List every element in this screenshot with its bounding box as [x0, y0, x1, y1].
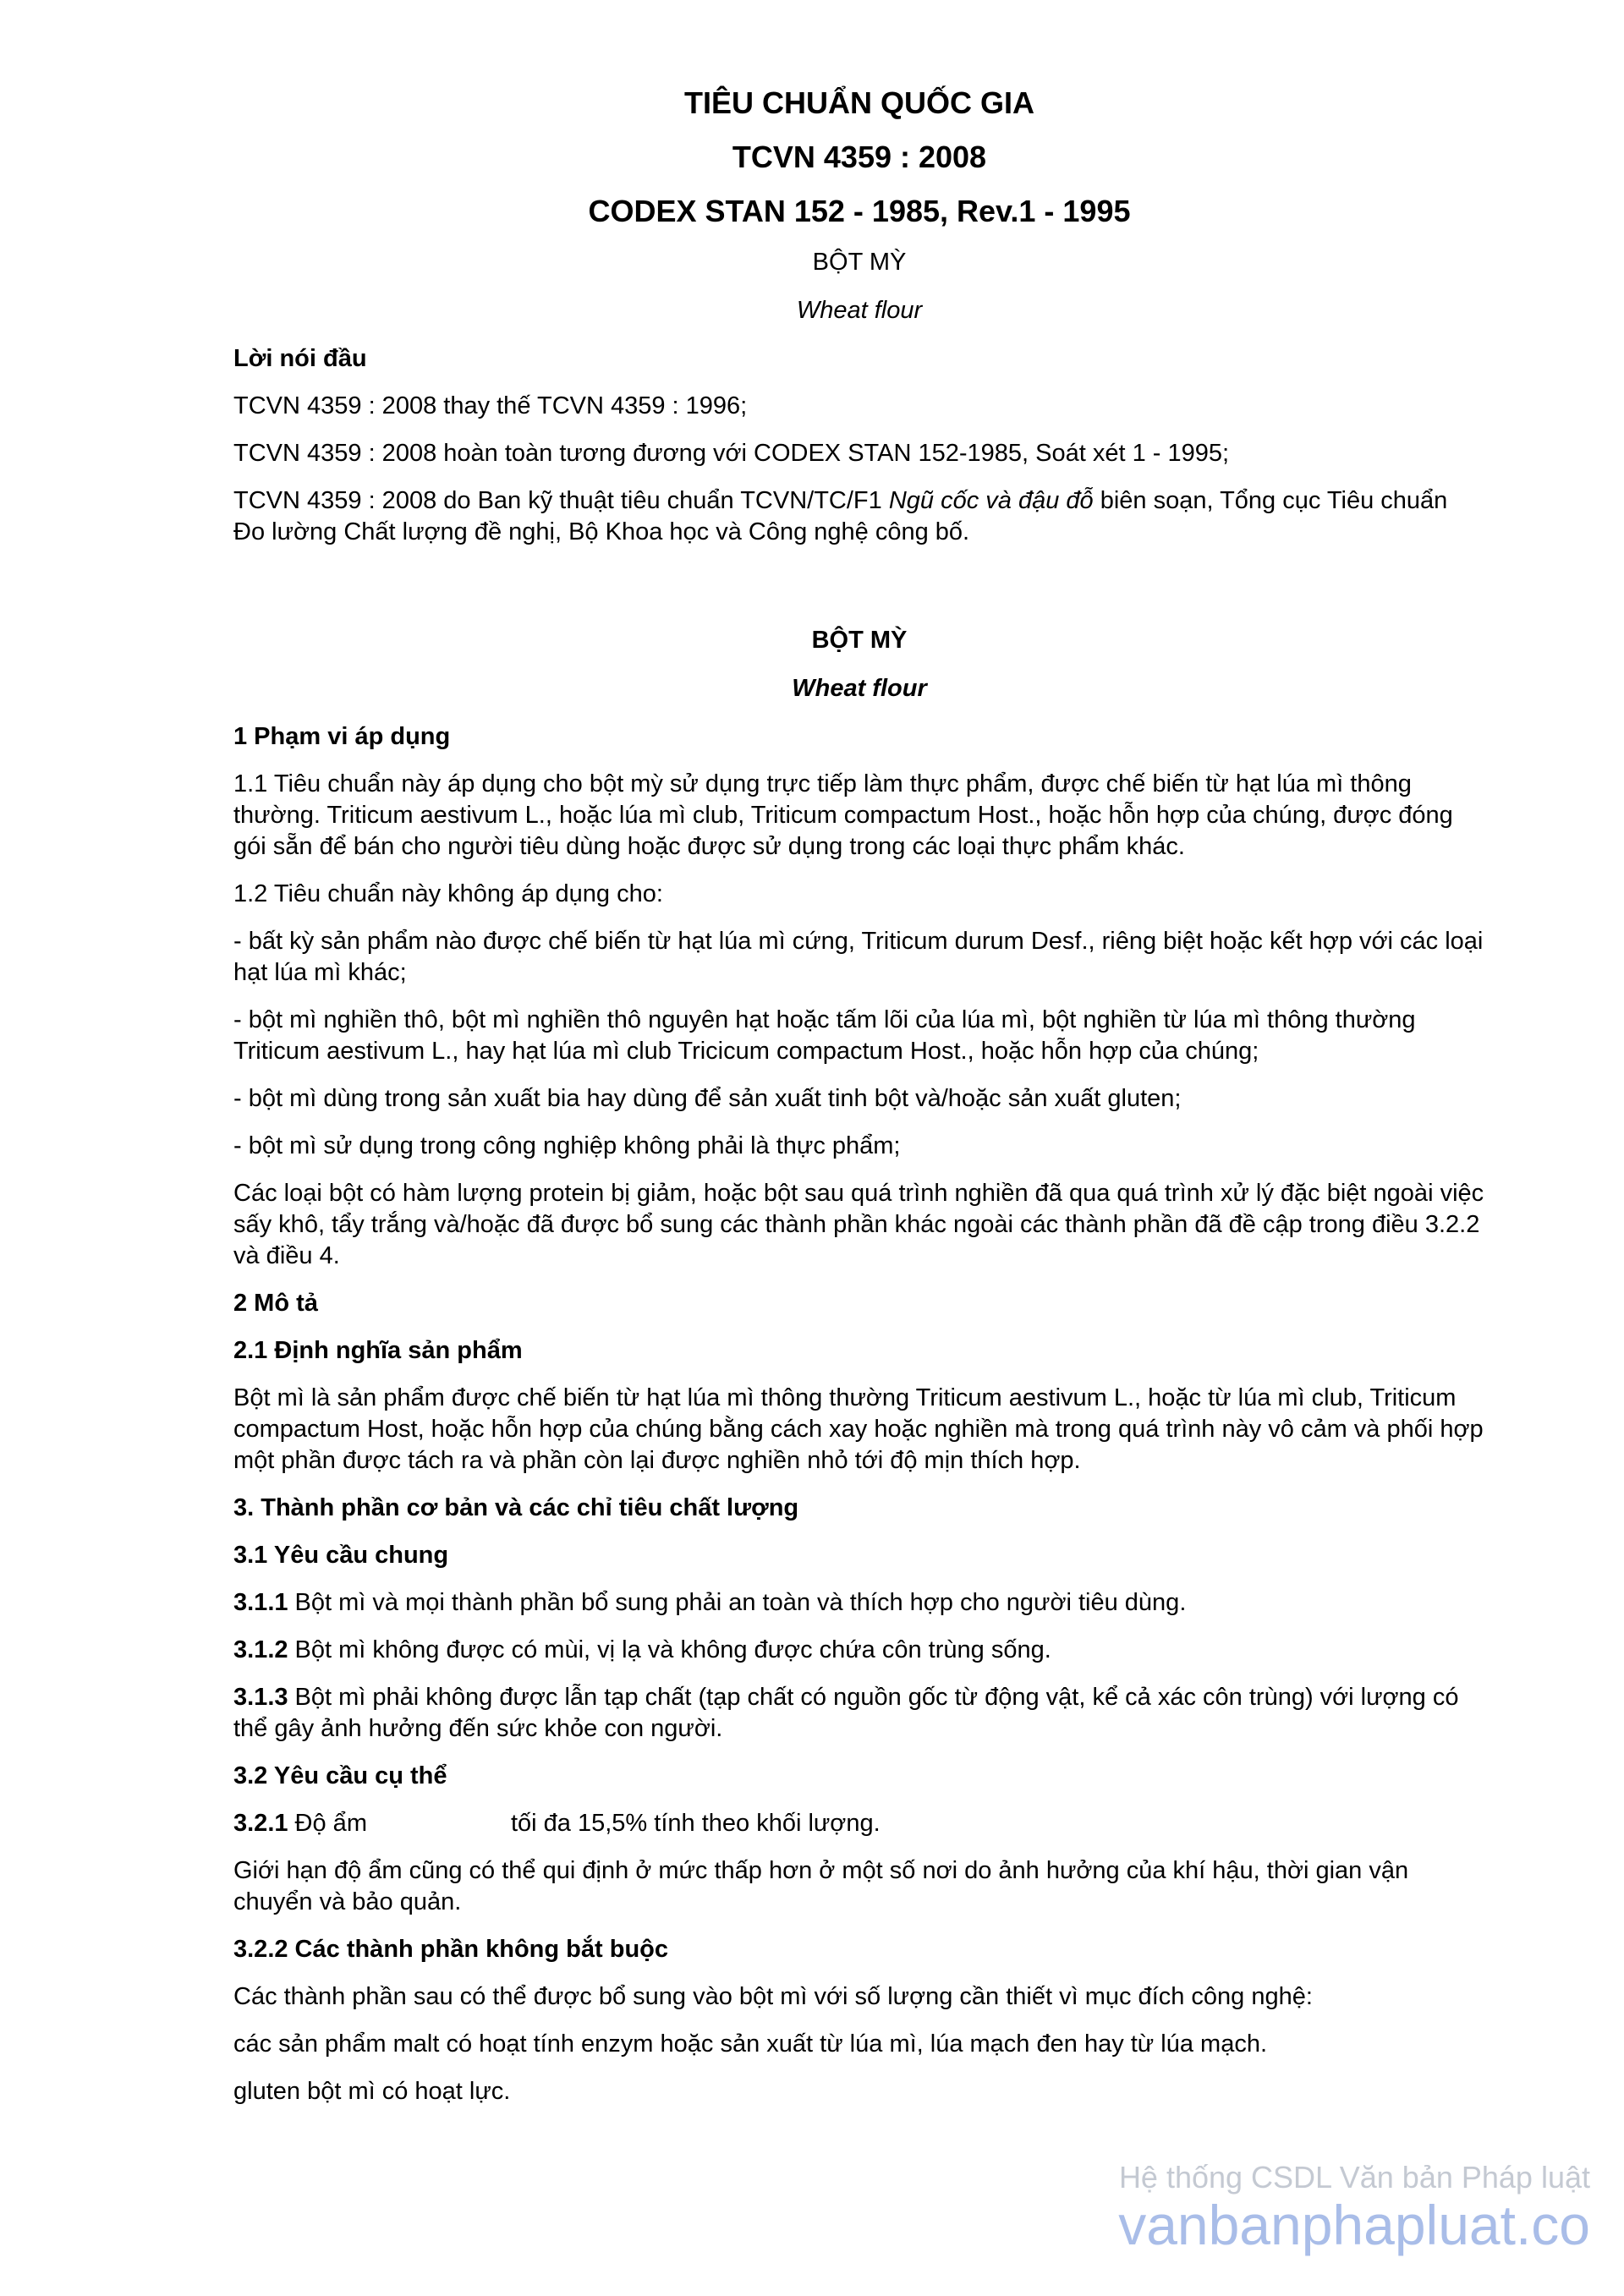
clause-text: Độ ẩm: [288, 1810, 367, 1837]
clause-text: Bột mì không được có mùi, vị lạ và không được chứa côn trùng sống.: [288, 1636, 1051, 1663]
foreword-paragraph: [233, 485, 1485, 548]
exclusion-item: - bất kỳ sản phẩm nào được chế biến từ hạt lúa mì cứng, Triticum durum Desf., riêng biệt hoặc kết hợp với các loại hạt lúa mì khác;: [233, 928, 1484, 986]
foreword-heading: Lời nói đầu: [233, 345, 367, 372]
subsection-heading: 3.2.2 Các thành phần không bắt buộc: [233, 1936, 668, 1963]
clause-number: 3.1.3: [233, 1684, 288, 1711]
clause-number: 3.1.1: [233, 1589, 288, 1616]
codex-reference: CODEX STAN 152 - 1985, Rev.1 - 1995: [588, 194, 1131, 228]
clause-paragraph: Giới hạn độ ẩm cũng có thể qui định ở mức thấp hơn ở một số nơi do ảnh hưởng của khí hậu, thời gian vận chuyển và bảo quản.: [233, 1857, 1409, 1915]
clause-item: [233, 1682, 1485, 1745]
document-page: [233, 85, 1485, 2123]
subsection-heading: 3.1 Yêu cầu chung: [233, 1542, 449, 1569]
clause-text: Bột mì phải không được lẫn tạp chất (tạp chất có nguồn gốc từ động vật, kể cả xác côn trùng) với lượng có thể gây ảnh hưởng đến sức khỏe con người.: [233, 1684, 1459, 1742]
watermark-url: vanbanphapluat.co: [1118, 2194, 1590, 2256]
site-watermark: [1118, 2161, 1590, 2255]
clause-number: 3.1.2: [233, 1636, 288, 1663]
clause-item: [233, 1587, 1485, 1619]
exclusion-item: - bột mì sử dụng trong công nghiệp không phải là thực phẩm;: [233, 1132, 901, 1159]
section-heading: 1 Phạm vi áp dụng: [233, 723, 451, 750]
foreword-paragraph: TCVN 4359 : 2008 thay thế TCVN 4359 : 1996;: [233, 392, 748, 419]
subsection-heading: 2.1 Định nghĩa sản phẩm: [233, 1337, 523, 1364]
body-title-vn: BỘT MỲ: [811, 627, 908, 654]
exclusion-item: - bột mì nghiền thô, bột mì nghiền thô nguyên hạt hoặc tấm lõi của lúa mì, bột nghiền từ lúa mì thông thường Triticum aestivum L., hay hạt lúa mì club Tricicum compactum Host., hoặc hỗn hợp của chúng;: [233, 1006, 1416, 1065]
optional-ingredient: gluten bột mì có hoạt lực.: [233, 2078, 511, 2105]
clause-paragraph: Bột mì là sản phẩm được chế biến từ hạt lúa mì thông thường Triticum aestivum L., hoặc từ lúa mì club, Triticum compactum Host, hoặc hỗn hợp của chúng bằng cách xay hoặc nghiền mà trong quá trình này vô cảm và phối hợp một phần được tách ra và phần còn lại được nghiền nhỏ tới độ mịn thích hợp.: [233, 1384, 1484, 1474]
clause-paragraph: Các loại bột có hàm lượng protein bị giảm, hoặc bột sau quá trình nghiền đã qua quá trình xử lý đặc biệt ngoài việc sấy khô, tẩy trắng và/hoặc đã được bổ sung các thành phần khác ngoài các thành phần đã đề cập trong điều 3.2.2 và điều 4.: [233, 1180, 1484, 1269]
section-heading: 2 Mô tả: [233, 1290, 318, 1317]
clause-paragraph: Các thành phần sau có thể được bổ sung vào bột mì với số lượng cần thiết vì mục đích công nghệ:: [233, 1983, 1313, 2010]
subsection-heading: 3.2 Yêu cầu cụ thể: [233, 1762, 447, 1789]
section-heading: 3. Thành phần cơ bản và các chỉ tiêu chất lượng: [233, 1494, 799, 1521]
clause-number: 3.2.1: [233, 1810, 288, 1837]
watermark-caption: Hệ thống CSDL Văn bản Pháp luật: [1118, 2160, 1590, 2195]
clause-item: [233, 1808, 1485, 1839]
product-name-vn: BỘT MỲ: [812, 249, 907, 276]
moisture-limit: tối đa 15,5% tính theo khối lượng.: [510, 1810, 881, 1837]
exclusion-item: - bột mì dùng trong sản xuất bia hay dùng để sản xuất tinh bột và/hoặc sản xuất gluten;: [233, 1085, 1182, 1112]
standard-number: TCVN 4359 : 2008: [732, 140, 987, 174]
document-title: TIÊU CHUẨN QUỐC GIA: [684, 85, 1034, 120]
spacer: [233, 564, 1485, 625]
clause-paragraph: 1.1 Tiêu chuẩn này áp dụng cho bột mỳ sử dụng trực tiếp làm thực phẩm, được chế biến từ hạt lúa mì thông thường. Triticum aestivum L., hoặc lúa mì club, Triticum compactum Host., hoặc hỗn hợp của chúng, được đóng gói sẵn để bán cho người tiêu dùng hoặc được sử dụng trong các loại thực phẩm khác.: [233, 770, 1453, 860]
foreword-paragraph: TCVN 4359 : 2008 hoàn toàn tương đương với CODEX STAN 152-1985, Soát xét 1 - 1995;: [233, 440, 1230, 467]
body-title-en: Wheat flour: [792, 675, 927, 702]
clause-text: Bột mì và mọi thành phần bổ sung phải an toàn và thích hợp cho người tiêu dùng.: [288, 1589, 1187, 1616]
optional-ingredient: các sản phẩm malt có hoạt tính enzym hoặc sản xuất từ lúa mì, lúa mạch đen hay từ lúa mạch.: [233, 2030, 1268, 2058]
clause-paragraph: 1.2 Tiêu chuẩn này không áp dụng cho:: [233, 880, 663, 907]
committee-name: Ngũ cốc và đậu đỗ: [888, 487, 1094, 514]
product-name-en: Wheat flour: [796, 297, 923, 324]
clause-item: [233, 1635, 1485, 1666]
foreword-text: biên soạn, Tổng cục Tiêu chuẩn Đo lường Chất lượng đề nghị, Bộ Khoa học và Công nghệ công bố.: [233, 487, 1448, 545]
foreword-text: TCVN 4359 : 2008 do Ban kỹ thuật tiêu chuẩn TCVN/TC/F1: [233, 487, 889, 514]
